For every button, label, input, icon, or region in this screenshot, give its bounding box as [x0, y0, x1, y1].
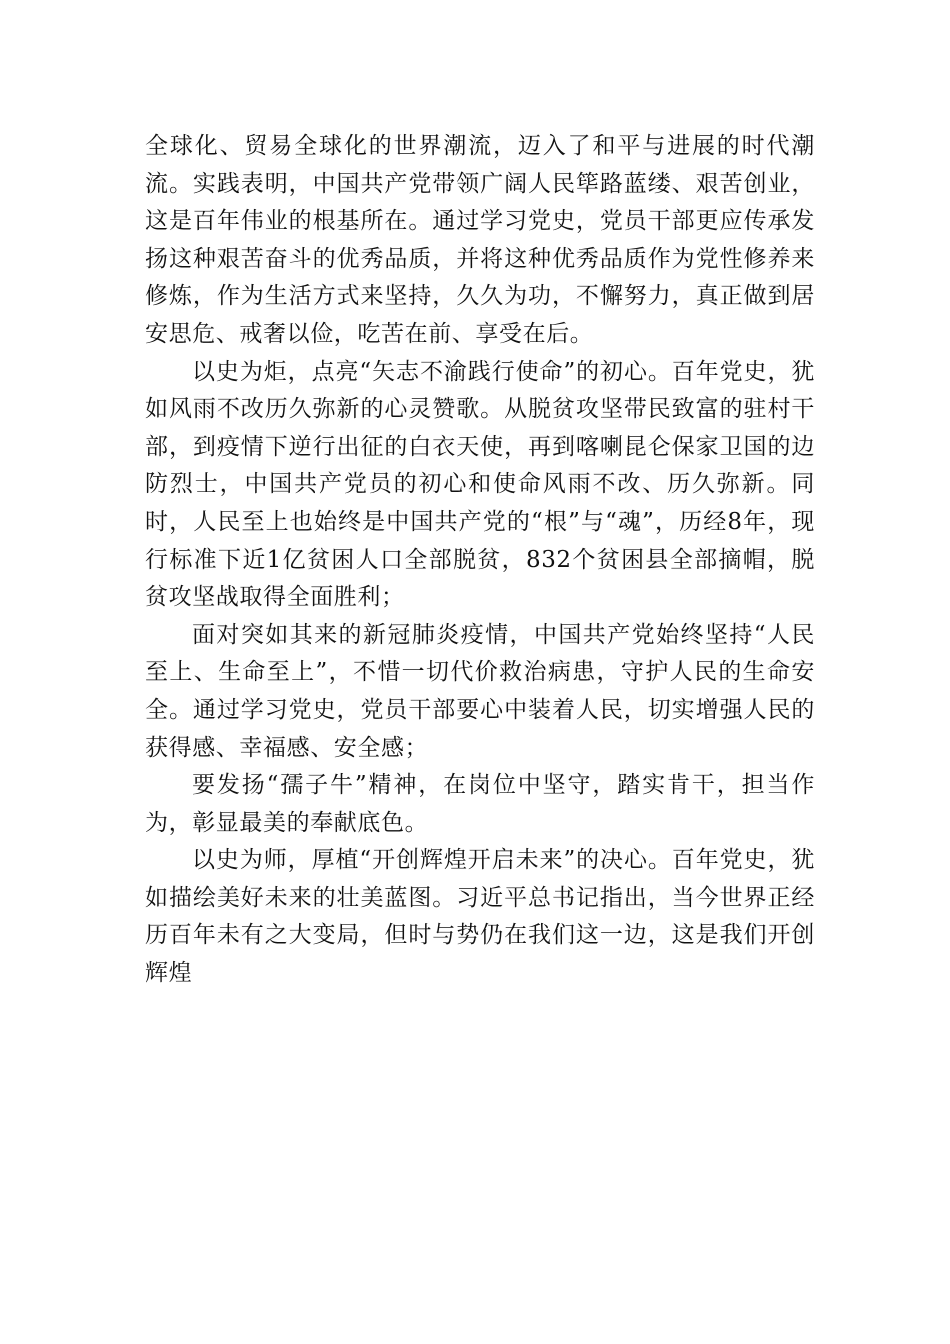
- paragraph: 全球化、贸易全球化的世界潮流，迈入了和平与进展的时代潮流。实践表明，中国共产党带领广阔人民筚路蓝缕、艰苦创业，这是百年伟业的根基所在。通过学习党史，党员干部更应传承发扬这种艰苦奋斗的优秀品质，并将这种优秀品质作为党性修养来修炼，作为生活方式来坚持，久久为功，不懈努力，真正做到居安思危、戒奢以俭，吃苦在前、享受在后。: [145, 133, 815, 347]
- paragraph: 以史为炬，点亮“矢志不渝践行使命”的初心。百年党史，犹如风雨不改历久弥新的心灵赞歌。从脱贫攻坚带民致富的驻村干部，到疫情下逆行出征的白衣天使，再到喀喇昆仑保家卫国的边防烈士，中国共产党员的初心和使命风雨不改、历久弥新。同时，人民至上也始终是中国共产党的“根”与“魂”，历经8年，现行标准下近1亿贫困人口全部脱贫，832个贫困县全部摘帽，脱贫攻坚战取得全面胜利；: [145, 358, 815, 611]
- document-page: [145, 128, 815, 993]
- paragraph: 要发扬“孺子牛”精神，在岗位中坚守，踏实肯干，担当作为，彰显最美的奉献底色。: [145, 772, 815, 836]
- paragraph: 以史为师，厚植“开创辉煌开启未来”的决心。百年党史，犹如描绘美好未来的壮美蓝图。习近平总书记指出，当今世界正经历百年未有之大变局，但时与势仍在我们这一边，这是我们开创辉煌: [145, 847, 815, 987]
- paragraph: 面对突如其来的新冠肺炎疫情，中国共产党始终坚持“人民至上、生命至上”，不惜一切代价救治病患，守护人民的生命安全。通过学习党史，党员干部要心中装着人民，切实增强人民的获得感、幸福感、安全感；: [145, 621, 815, 761]
